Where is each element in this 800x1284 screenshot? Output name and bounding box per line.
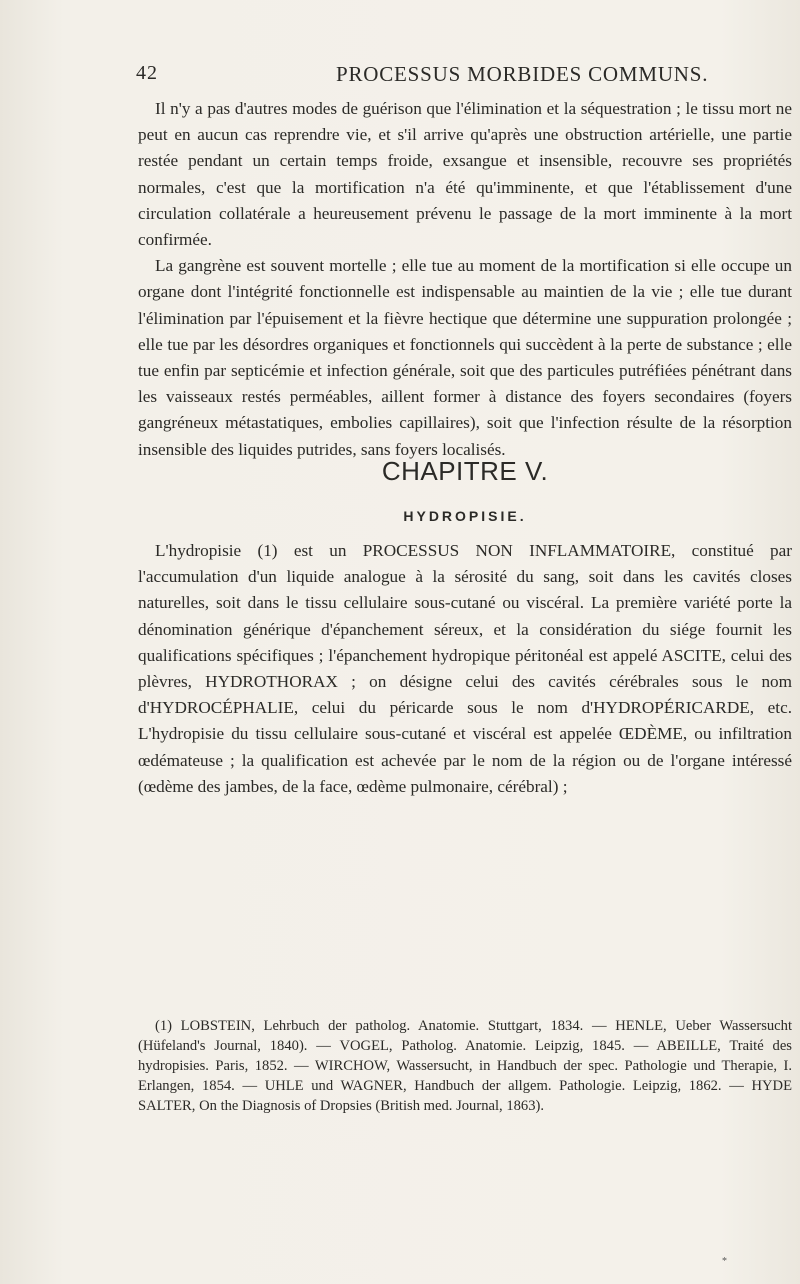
body-text bbox=[138, 96, 792, 463]
running-title: PROCESSUS MORBIDES COMMUNS. bbox=[336, 62, 709, 86]
paragraph-hydropisie: L'hydropisie (1) est un PROCESSUS NON INFLAMMATOIRE, constitué par l'accumulation d'un liquide analogue à la sérosité du sang, soit dans les cavités closes naturelles, soit dans le tissu cellulaire sous-cutané ou viscéral. La première variété porte la dénomination générique d'épanchement séreux, et la considération du siége fournit les qualifications spécifiques ; l'épanchement hydropique péritonéal est appelé ASCITE, celui des plèvres, HYDROTHORAX ; on désigne celui des cavités cérébrales sous le nom d'HYDROCÉPHALIE, celui du péricarde sous le nom d'HYDROPÉRICARDE, etc. L'hydropisie du tissu cellulaire sous-cutané et viscéral est appelée ŒDÈME, ou infiltration œdémateuse ; la qualification est achevée par le nom de la région ou de l'organe intéressé (œdème des jambes, de la face, œdème pulmonaire, cérébral) ; bbox=[138, 541, 792, 796]
footnote bbox=[138, 1016, 792, 1116]
paragraph-gangrene: La gangrène est souvent mortelle ; elle tue au moment de la mortification si elle occupe un organe dont l'intégrité fonctionnelle est indispensable au maintien de la vie ; elle tue durant l'élimination par l'épuisement et la fièvre hectique que détermine une suppuration prolongée ; elle tue par les désordres organiques et fonctionnels qui succèdent à la perte de substance ; elle tue enfin par septicémie et infection générale, soit que des particules putréfiées pénétrant dans les vaisseaux restés perméables, aillent former à distance des foyers secondaires (foyers gangréneux métastatiques, embolies capillaires), soit que l'infection résulte de la résorption insensible des liquides putrides, sans foyers localisés. bbox=[138, 256, 792, 459]
section-title: HYDROPISIE. bbox=[403, 508, 527, 524]
footnote-text: (1) LOBSTEIN, Lehrbuch der patholog. Anatomie. Stuttgart, 1834. — HENLE, Ueber Wassersucht (Hüfeland's Journal, 1840). — VOGEL, Patholog. Anatomie. Leipzig, 1845. — ABEILLE, Traité des hydropisies. Paris, 1852. — WIRCHOW, Wassersucht, in Handbuch der spec. Pathologie und Therapie, I. Erlangen, 1854. — UHLE und WAGNER, Handbuch der allgem. Pathologie. Leipzig, 1862. — HYDE SALTER, On the Diagnosis of Dropsies (British med. Journal, 1863). bbox=[138, 1018, 792, 1114]
paragraph-elimination: Il n'y a pas d'autres modes de guérison que l'élimination et la séquestration ; le tissu mort ne peut en aucun cas reprendre vie, et s'il arrive qu'après une obstruction artérielle, une partie restée pendant un certain temps froide, exsangue et insensible, recouvre ses propriétés normales, c'est que la mortification n'a été qu'imminente, et que l'établissement d'une circulation collatérale a heureusement prévenu le passage de la mort imminente à la mort confirmée. bbox=[138, 99, 792, 250]
chapter-title: CHAPITRE V. bbox=[381, 456, 549, 486]
page-header bbox=[136, 62, 796, 90]
page-number: 42 bbox=[136, 62, 158, 84]
hydropisie-text bbox=[138, 538, 792, 800]
bottom-mark: * bbox=[722, 1256, 727, 1267]
